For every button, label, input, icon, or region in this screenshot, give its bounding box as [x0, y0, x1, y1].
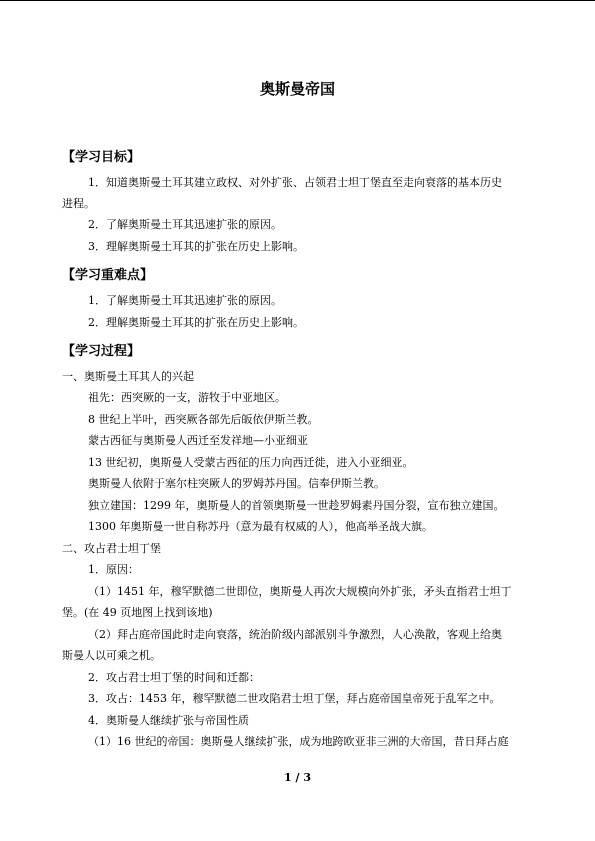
process-line: 奥斯曼人依附于塞尔柱突厥人的罗姆苏丹国。信奉伊斯兰教。 [88, 477, 385, 490]
process-line: 8 世纪上半叶，西突厥各部先后皈依伊斯兰教。 [88, 413, 319, 426]
process-line: 2．攻占君士坦丁堡的时间和迁都： [88, 671, 260, 684]
key-heading: 【学习重难点】 [62, 268, 154, 283]
goals-heading: 【学习目标】 [62, 150, 141, 165]
goal-line: 进程。 [62, 197, 95, 210]
top-border-line [0, 0, 595, 1]
process-line: 13 世纪初，奥斯曼人受蒙古西征的压力向西迁徙，进入小亚细亚。 [88, 456, 414, 469]
process-line: （1）16 世纪的帝国：奥斯曼人继续扩张，成为地跨欧亚非三洲的大帝国，昔日拜占庭 [88, 735, 509, 748]
process-line: 1300 年奥斯曼一世自称苏丹（意为最有权威的人），他高举圣战大旗。 [88, 520, 433, 533]
process-line: 独立建国：1299 年，奥斯曼人的首领奥斯曼一世趁罗姆素丹国分裂，宣布独立建国。 [88, 499, 505, 512]
goal-line: 1．知道奥斯曼土耳其建立政权、对外扩张、占领君士坦丁堡直至走向衰落的基本历史 [88, 176, 502, 189]
process-line: 堡。(在 49 页地图上找到该地) [62, 606, 213, 619]
process-line: 祖先：西突厥的一支，游牧于中亚地区。 [88, 391, 286, 404]
key-line: 1．了解奥斯曼土耳其迅速扩张的原因。 [88, 294, 282, 307]
page-number: 1 / 3 [284, 771, 311, 784]
key-line: 2．理解奥斯曼土耳其的扩张在历史上影响。 [88, 316, 304, 329]
goal-line: 3．理解奥斯曼土耳其的扩张在历史上影响。 [88, 240, 304, 253]
section-heading-2: 二、攻占君士坦丁堡 [62, 542, 161, 555]
section-heading-1: 一、奥斯曼土耳其人的兴起 [62, 370, 194, 383]
process-line: 斯曼人以可乘之机。 [62, 649, 161, 662]
goal-line: 2．了解奥斯曼土耳其迅速扩张的原因。 [88, 218, 282, 231]
process-line: 4．奥斯曼人继续扩张与帝国性质 [88, 714, 249, 727]
process-line: （1）1451 年，穆罕默德二世即位，奥斯曼人再次大规模向外扩张，矛头直指君士坦丁 [88, 585, 512, 598]
process-line: 1．原因： [88, 563, 139, 576]
process-heading: 【学习过程】 [62, 344, 141, 359]
page-title: 奥斯曼帝国 [259, 80, 335, 98]
process-line: 蒙古西征与奥斯曼人西迁至发祥地—小亚细亚 [88, 434, 308, 447]
process-line: （2）拜占庭帝国此时走向衰落，统治阶级内部派别斗争激烈，人心涣散，客观上给奥 [88, 628, 502, 641]
process-line: 3．攻占：1453 年，穆罕默德二世攻陷君士坦丁堡，拜占庭帝国皇帝死于乱军之中。 [88, 692, 501, 705]
